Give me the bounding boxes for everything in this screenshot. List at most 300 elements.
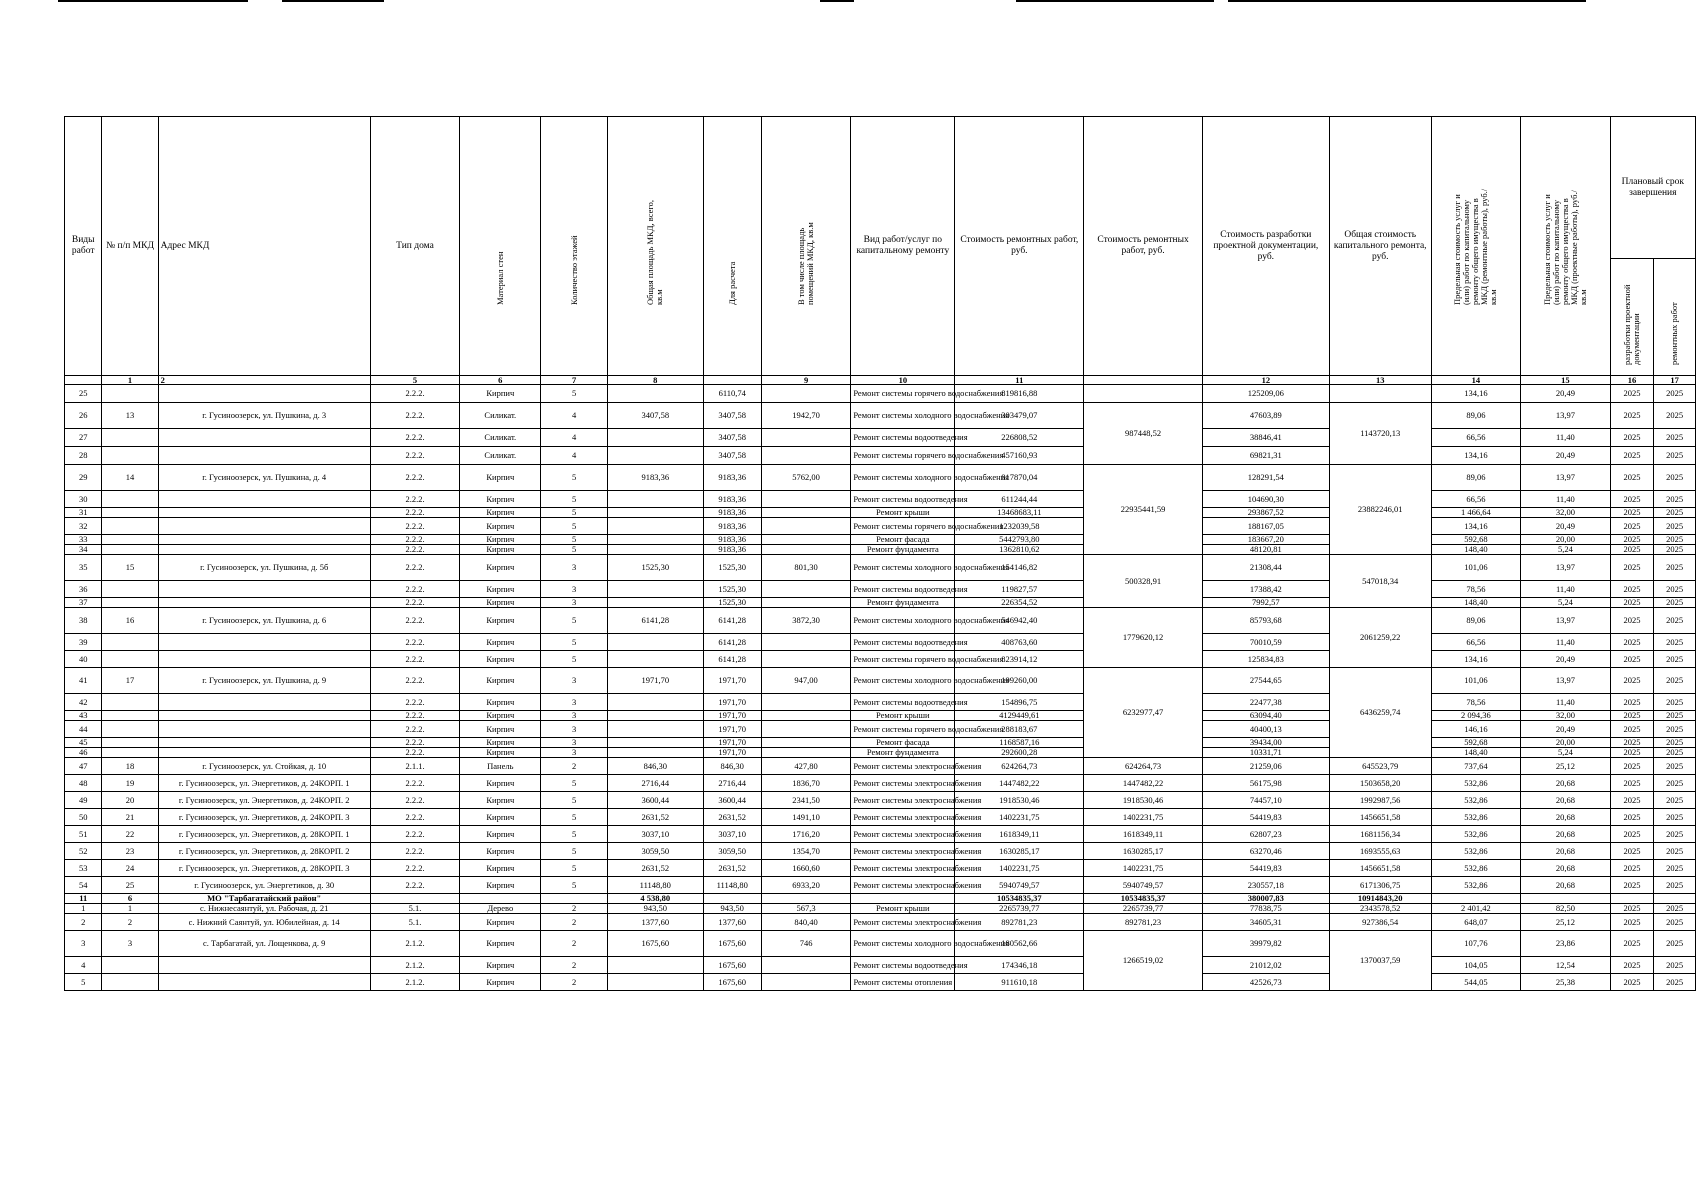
cell-work: Ремонт системы горячего водоснабжения — [851, 651, 955, 668]
cell-mat: Кирпич — [460, 535, 541, 545]
cell-lim2: 5,24 — [1521, 545, 1610, 555]
cell-pd: 54419,83 — [1202, 809, 1329, 826]
header-term-repair-label: ремонтных работ — [1669, 302, 1680, 365]
cell-mat: Кирпич — [460, 668, 541, 694]
cell-inarea — [761, 429, 850, 447]
header-limit-repair-label: Предельная стоимость услуг и (или) работ по капитальному ремонту общего имущества в МКД (ремонтные работы), руб./кв.м — [1452, 188, 1499, 305]
cell-b: 19 — [102, 775, 158, 792]
table-row — [65, 608, 1696, 634]
cell-fl: 5 — [541, 634, 608, 651]
register-body — [65, 376, 1696, 991]
header-repair-cost-total: Стоимость ремонтных работ, руб. — [1084, 117, 1203, 376]
cell-type: 2.2.2. — [370, 826, 459, 843]
group-repair-cost: 22935441,59 — [1084, 465, 1203, 555]
table-row — [65, 711, 1696, 721]
cell-lim2: 11,40 — [1521, 581, 1610, 598]
cell-lim2: 25,12 — [1521, 914, 1610, 931]
cell-lim2: 11,40 — [1521, 491, 1610, 508]
group-total-cost: 1370037,59 — [1329, 931, 1431, 991]
cell-cost: 288183,67 — [955, 721, 1084, 738]
cell-work: Ремонт крыши — [851, 904, 955, 914]
cell-cost: 1447482,22 — [955, 775, 1084, 792]
cell-pd: 34605,31 — [1202, 914, 1329, 931]
cell-calc: 1675,60 — [703, 974, 761, 991]
cell-b: 21 — [102, 809, 158, 826]
cell-lim2: 20,49 — [1521, 721, 1610, 738]
cell-lim2: 20,49 — [1521, 518, 1610, 535]
cell-total: 645523,79 — [1329, 758, 1431, 775]
column-number: 13 — [1329, 376, 1431, 385]
table-row — [65, 508, 1696, 518]
cell-area: 6141,28 — [607, 608, 703, 634]
cell-lim1: 89,06 — [1431, 465, 1520, 491]
cell-lim1: 592,68 — [1431, 738, 1520, 748]
cell-type: 2.2.2. — [370, 860, 459, 877]
cell-work: Ремонт системы электроснабжения — [851, 758, 955, 775]
cell-cost: 1362810,62 — [955, 545, 1084, 555]
cell-a: 34 — [65, 545, 102, 555]
cell-calc: 1525,30 — [703, 555, 761, 581]
cell-cost: 154896,75 — [955, 694, 1084, 711]
cell-addr: г. Гусиноозерск, ул. Энергетиков, д. 24КОРП. 1 — [158, 775, 370, 792]
cell-a: 28 — [65, 447, 102, 465]
cell-calc: 6141,28 — [703, 651, 761, 668]
cell-addr: с. Нижний Саянтуй, ул. Юбилейная, д. 14 — [158, 914, 370, 931]
cell-y1: 2025 — [1610, 758, 1654, 775]
cell-y1: 2025 — [1610, 403, 1654, 429]
cell-y2: 2025 — [1654, 598, 1696, 608]
cell-pd: 77838,75 — [1202, 904, 1329, 914]
cell-y1: 2025 — [1610, 608, 1654, 634]
cell-type: 2.2.2. — [370, 608, 459, 634]
cell-y2: 2025 — [1654, 974, 1696, 991]
table-row — [65, 843, 1696, 860]
cell-area — [607, 429, 703, 447]
cell-lim2: 23,86 — [1521, 931, 1610, 957]
cell-lim2: 20,68 — [1521, 826, 1610, 843]
cell-type: 2.2.2. — [370, 518, 459, 535]
header-calc-label: Для расчета — [726, 261, 737, 305]
cell-lim2: 20,68 — [1521, 792, 1610, 809]
cell-calc: 9183,36 — [703, 491, 761, 508]
cell-type: 2.2.2. — [370, 877, 459, 894]
cell-b — [102, 508, 158, 518]
cell-lim1: 148,40 — [1431, 545, 1520, 555]
cell-fl: 3 — [541, 598, 608, 608]
cell-lim1: 592,68 — [1431, 535, 1520, 545]
cell-lim2: 82,50 — [1521, 904, 1610, 914]
cell-fl: 5 — [541, 608, 608, 634]
cell-mat: Панель — [460, 758, 541, 775]
table-row — [65, 775, 1696, 792]
cell-lim1: 66,56 — [1431, 429, 1520, 447]
cell-y2: 2025 — [1654, 694, 1696, 711]
cell-a: 31 — [65, 508, 102, 518]
cell-inarea — [761, 634, 850, 651]
column-number: 15 — [1521, 376, 1610, 385]
header-repair-cost: Стоимость ремонтных работ, руб. — [955, 117, 1084, 376]
cell-lim2: 12,54 — [1521, 957, 1610, 974]
cell-type: 2.2.2. — [370, 535, 459, 545]
cell-pd: 54419,83 — [1202, 860, 1329, 877]
cell-area: 4 538,80 — [607, 894, 703, 904]
cell-work: Ремонт системы электроснабжения — [851, 809, 955, 826]
cell-mat: Кирпич — [460, 957, 541, 974]
column-number: 1 — [102, 376, 158, 385]
cell-cost: 303479,07 — [955, 403, 1084, 429]
cell-total: 10914843,20 — [1329, 894, 1431, 904]
cell-y2: 2025 — [1654, 738, 1696, 748]
repair-register-table — [64, 116, 1696, 991]
cell-addr — [158, 651, 370, 668]
cell-area — [607, 447, 703, 465]
table-row — [65, 721, 1696, 738]
cell-type: 2.2.2. — [370, 634, 459, 651]
cell-pd: 27544,65 — [1202, 668, 1329, 694]
cell-b — [102, 518, 158, 535]
cell-mat: Кирпич — [460, 508, 541, 518]
cell-y2: 2025 — [1654, 518, 1696, 535]
column-number: 5 — [370, 376, 459, 385]
cell-fl: 4 — [541, 403, 608, 429]
table-row — [65, 748, 1696, 758]
column-number — [1084, 376, 1203, 385]
cell-inarea: 6933,20 — [761, 877, 850, 894]
cell-area: 1675,60 — [607, 931, 703, 957]
cell-y1: 2025 — [1610, 775, 1654, 792]
table-row — [65, 385, 1696, 403]
cell-cost2: 5940749,57 — [1084, 877, 1203, 894]
cell-b: 3 — [102, 931, 158, 957]
cell-mat: Силикат. — [460, 429, 541, 447]
cell-cost: 819816,88 — [955, 385, 1084, 403]
cell-b — [102, 447, 158, 465]
cell-area: 943,50 — [607, 904, 703, 914]
cell-cost2: 1630285,17 — [1084, 843, 1203, 860]
cell-calc: 9183,36 — [703, 518, 761, 535]
cell-area: 2631,52 — [607, 809, 703, 826]
cell-cost: 10534835,37 — [955, 894, 1084, 904]
cell-lim2: 20,49 — [1521, 651, 1610, 668]
cell-work: Ремонт фундамента — [851, 748, 955, 758]
cell-inarea: 567,3 — [761, 904, 850, 914]
table-row — [65, 634, 1696, 651]
cell-area — [607, 738, 703, 748]
cell-y2: 2025 — [1654, 581, 1696, 598]
cell-pd: 125209,06 — [1202, 385, 1329, 403]
cell-cost2: 10534835,37 — [1084, 894, 1203, 904]
cell-fl: 5 — [541, 491, 608, 508]
cell-addr: г. Гусиноозерск, ул. Энергетиков, д. 24КОРП. 3 — [158, 809, 370, 826]
cell-pd: 104690,30 — [1202, 491, 1329, 508]
cell-work: Ремонт фундамента — [851, 598, 955, 608]
header-term-design-label: разработки проектной документации — [1621, 284, 1641, 365]
cell-type: 2.2.2. — [370, 447, 459, 465]
column-number: 10 — [851, 376, 955, 385]
cell-work: Ремонт системы холодного водоснабжения — [851, 555, 955, 581]
cell-lim2: 25,38 — [1521, 974, 1610, 991]
cell-fl: 3 — [541, 668, 608, 694]
cell-a: 4 — [65, 957, 102, 974]
cell-lim1: 532,86 — [1431, 843, 1520, 860]
cell-calc: 3407,58 — [703, 429, 761, 447]
cell-cost: 5940749,57 — [955, 877, 1084, 894]
cell-inarea — [761, 581, 850, 598]
cell-type: 2.2.2. — [370, 668, 459, 694]
cell-cost2 — [1084, 385, 1203, 403]
cell-area — [607, 535, 703, 545]
cell-cost: 1232039,58 — [955, 518, 1084, 535]
cell-lim2: 20,68 — [1521, 860, 1610, 877]
cell-area: 9183,36 — [607, 465, 703, 491]
cell-lim2: 11,40 — [1521, 694, 1610, 711]
cell-lim2: 20,68 — [1521, 843, 1610, 860]
cell-cost: 226354,52 — [955, 598, 1084, 608]
cell-lim1: 66,56 — [1431, 491, 1520, 508]
cell-a: 40 — [65, 651, 102, 668]
cell-addr: г. Гусиноозерск, ул. Пушкина, д. 5б — [158, 555, 370, 581]
cell-type: 2.2.2. — [370, 694, 459, 711]
cell-type: 2.2.2. — [370, 465, 459, 491]
cell-type: 2.2.2. — [370, 581, 459, 598]
cell-y2: 2025 — [1654, 403, 1696, 429]
cell-y1: 2025 — [1610, 491, 1654, 508]
cell-calc: 3407,58 — [703, 447, 761, 465]
cell-lim2: 13,97 — [1521, 608, 1610, 634]
cell-lim2: 13,97 — [1521, 668, 1610, 694]
cell-y2: 2025 — [1654, 508, 1696, 518]
cell-fl: 2 — [541, 957, 608, 974]
group-total-cost: 547018,34 — [1329, 555, 1431, 608]
cell-y1: 2025 — [1610, 429, 1654, 447]
cell-inarea: 3872,30 — [761, 608, 850, 634]
cell-type: 2.2.2. — [370, 809, 459, 826]
cell-inarea — [761, 721, 850, 738]
cell-pd: 39434,00 — [1202, 738, 1329, 748]
cell-addr — [158, 429, 370, 447]
cell-type: 2.2.2. — [370, 721, 459, 738]
cell-y2: 2025 — [1654, 545, 1696, 555]
cell-b — [102, 429, 158, 447]
cell-a: 26 — [65, 403, 102, 429]
cell-cost2: 1402231,75 — [1084, 809, 1203, 826]
column-number: 6 — [460, 376, 541, 385]
cell-pd: 48120,81 — [1202, 545, 1329, 555]
cell-calc: 1525,30 — [703, 581, 761, 598]
cell-cost: 817870,04 — [955, 465, 1084, 491]
cell-pd: 188167,05 — [1202, 518, 1329, 535]
cell-inarea: 1942,70 — [761, 403, 850, 429]
cell-lim1: 532,86 — [1431, 792, 1520, 809]
cell-type: 2.2.2. — [370, 385, 459, 403]
cell-lim1: 737,64 — [1431, 758, 1520, 775]
cell-work: Ремонт системы электроснабжения — [851, 826, 955, 843]
cell-fl: 2 — [541, 914, 608, 931]
cell-fl: 5 — [541, 826, 608, 843]
cell-mat: Кирпич — [460, 748, 541, 758]
cell-lim2: 13,97 — [1521, 465, 1610, 491]
header-floors — [541, 117, 608, 376]
cell-y1: 2025 — [1610, 957, 1654, 974]
cell-y2: 2025 — [1654, 555, 1696, 581]
table-row — [65, 957, 1696, 974]
cell-lim2: 32,00 — [1521, 711, 1610, 721]
cell-b — [102, 535, 158, 545]
group-total-cost: 2061259,22 — [1329, 608, 1431, 668]
cell-y1: 2025 — [1610, 826, 1654, 843]
cell-lim1 — [1431, 894, 1520, 904]
cell-fl: 3 — [541, 748, 608, 758]
header-address: Адрес МКД — [158, 117, 370, 376]
cell-a: 11 — [65, 894, 102, 904]
cell-total — [1329, 385, 1431, 403]
cell-fl — [541, 894, 608, 904]
table-row — [65, 914, 1696, 931]
cell-b: 15 — [102, 555, 158, 581]
cell-fl: 2 — [541, 904, 608, 914]
cell-y1: 2025 — [1610, 931, 1654, 957]
table-row — [65, 931, 1696, 957]
cell-addr — [158, 447, 370, 465]
cell-y1: 2025 — [1610, 809, 1654, 826]
cell-lim1: 89,06 — [1431, 403, 1520, 429]
cell-calc — [703, 894, 761, 904]
header-premises-area-label: В том числе площадь помещений МКД, кв.м — [796, 222, 816, 305]
cell-addr: г. Гусиноозерск, ул. Энергетиков, д. 30 — [158, 877, 370, 894]
cell-cost: 5442793,80 — [955, 535, 1084, 545]
cell-y2: 2025 — [1654, 721, 1696, 738]
cell-pd: 40400,13 — [1202, 721, 1329, 738]
table-row — [65, 403, 1696, 429]
cell-type: 2.1.2. — [370, 957, 459, 974]
table-row — [65, 894, 1696, 904]
cell-total: 927386,54 — [1329, 914, 1431, 931]
cell-lim1: 648,07 — [1431, 914, 1520, 931]
cell-a: 38 — [65, 608, 102, 634]
cell-work: Ремонт системы отопления — [851, 974, 955, 991]
cell-y1: 2025 — [1610, 668, 1654, 694]
cell-y2: 2025 — [1654, 447, 1696, 465]
cell-lim2: 20,49 — [1521, 447, 1610, 465]
cell-b — [102, 974, 158, 991]
cell-fl: 5 — [541, 651, 608, 668]
column-number: 7 — [541, 376, 608, 385]
cell-calc: 9183,36 — [703, 535, 761, 545]
cell-cost: 823914,12 — [955, 651, 1084, 668]
table-row — [65, 518, 1696, 535]
cell-pd: 128291,54 — [1202, 465, 1329, 491]
cell-y2: 2025 — [1654, 904, 1696, 914]
header-floors-label: Количество этажей — [568, 235, 579, 305]
cell-work: Ремонт системы горячего водоснабжения — [851, 385, 955, 403]
cell-mat: Кирпич — [460, 651, 541, 668]
cell-area — [607, 711, 703, 721]
cell-a: 51 — [65, 826, 102, 843]
cell-addr: г. Гусиноозерск, ул. Пушкина, д. 4 — [158, 465, 370, 491]
cell-work: Ремонт системы водоотведения — [851, 491, 955, 508]
cell-y2: 2025 — [1654, 608, 1696, 634]
cell-mat: Кирпич — [460, 738, 541, 748]
cell-total: 2343578,52 — [1329, 904, 1431, 914]
cell-work: Ремонт системы горячего водоснабжения — [851, 721, 955, 738]
table-row — [65, 465, 1696, 491]
cell-pd: 21308,44 — [1202, 555, 1329, 581]
cell-b: 17 — [102, 668, 158, 694]
cell-a: 29 — [65, 465, 102, 491]
cell-lim1: 544,05 — [1431, 974, 1520, 991]
cell-b — [102, 385, 158, 403]
cell-type: 5.1. — [370, 904, 459, 914]
cell-lim1: 66,56 — [1431, 634, 1520, 651]
register-table — [64, 116, 1696, 991]
cell-pd: 21259,06 — [1202, 758, 1329, 775]
cell-mat: Силикат. — [460, 447, 541, 465]
cell-mat: Кирпич — [460, 634, 541, 651]
cell-pd: 293867,52 — [1202, 508, 1329, 518]
table-row — [65, 758, 1696, 775]
cell-inarea — [761, 385, 850, 403]
cell-cost: 174346,18 — [955, 957, 1084, 974]
cell-b: 14 — [102, 465, 158, 491]
column-number — [703, 376, 761, 385]
cell-mat: Кирпич — [460, 877, 541, 894]
cell-area: 3407,58 — [607, 403, 703, 429]
cell-inarea — [761, 598, 850, 608]
cell-a: 30 — [65, 491, 102, 508]
cell-y1: 2025 — [1610, 508, 1654, 518]
cell-fl: 5 — [541, 385, 608, 403]
cell-fl: 3 — [541, 694, 608, 711]
cell-a: 43 — [65, 711, 102, 721]
cell-a: 36 — [65, 581, 102, 598]
cell-mat: Кирпич — [460, 775, 541, 792]
cell-lim1: 78,56 — [1431, 694, 1520, 711]
cell-lim1: 148,40 — [1431, 748, 1520, 758]
cell-fl: 4 — [541, 429, 608, 447]
cell-calc: 9183,36 — [703, 465, 761, 491]
cell-lim2: 11,40 — [1521, 429, 1610, 447]
header-total-cost: Общая стоимость капитального ремонта, руб. — [1329, 117, 1431, 376]
cell-pd: 10331,71 — [1202, 748, 1329, 758]
header-limit-design — [1521, 117, 1610, 376]
cell-cost: 408763,60 — [955, 634, 1084, 651]
cell-a: 27 — [65, 429, 102, 447]
cell-b — [102, 721, 158, 738]
cell-area: 846,30 — [607, 758, 703, 775]
cell-mat: Кирпич — [460, 598, 541, 608]
cell-cost: 911610,18 — [955, 974, 1084, 991]
cell-work: Ремонт фасада — [851, 738, 955, 748]
cell-y1: 2025 — [1610, 535, 1654, 545]
cell-fl: 3 — [541, 721, 608, 738]
header-planned-term: Плановый срок завершения — [1610, 117, 1695, 259]
cell-addr — [158, 491, 370, 508]
cell-addr — [158, 598, 370, 608]
cell-y1: 2025 — [1610, 860, 1654, 877]
group-total-cost: 1143720,13 — [1329, 403, 1431, 465]
cell-area — [607, 581, 703, 598]
cell-area — [607, 748, 703, 758]
cell-fl: 5 — [541, 877, 608, 894]
cell-a: 52 — [65, 843, 102, 860]
cell-area: 1525,30 — [607, 555, 703, 581]
cell-b — [102, 491, 158, 508]
cell-total: 1693555,63 — [1329, 843, 1431, 860]
cell-y2: 2025 — [1654, 775, 1696, 792]
cell-area — [607, 721, 703, 738]
cell-y1: 2025 — [1610, 914, 1654, 931]
cell-calc: 1675,60 — [703, 957, 761, 974]
